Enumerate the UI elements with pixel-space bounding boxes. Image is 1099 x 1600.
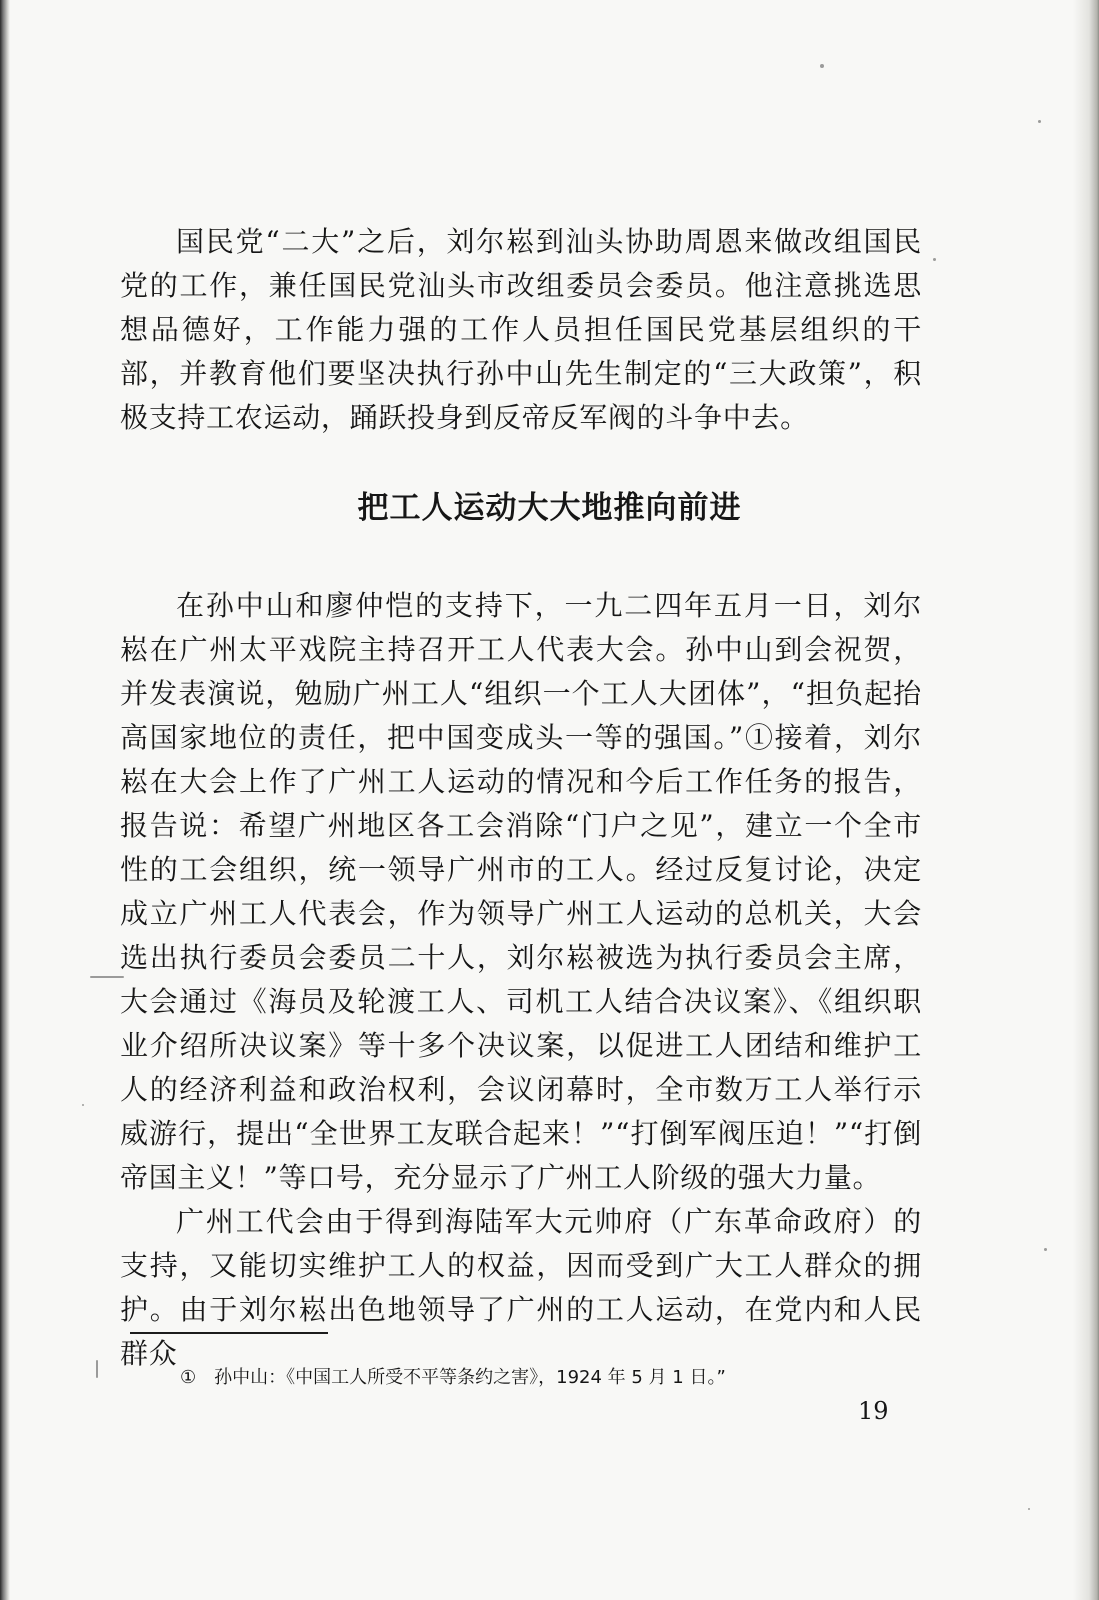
intro-text-block bbox=[120, 220, 922, 440]
scan-speck bbox=[90, 976, 124, 978]
scan-speck bbox=[820, 64, 824, 68]
section-heading: 把工人运动大大地推向前进 bbox=[357, 490, 742, 526]
footnote: ① 孙中山：《中国工人所受不平等条约之害》，1924 年 5 月 1 日。” bbox=[180, 1367, 726, 1388]
scan-speck bbox=[1044, 1248, 1047, 1251]
page-left-shadow bbox=[0, 0, 10, 1600]
paragraph-3: 广州工代会由于得到海陆军大元帅府（广东革命政府）的支持，又能切实维护工人的权益，因而受到广大工人群众的拥护。由于刘尔崧出色地领导了广州的工人运动，在党内和人民群众 bbox=[120, 1205, 922, 1370]
footnote-rule bbox=[130, 1332, 328, 1334]
paragraph-1: 国民党“二大”之后，刘尔崧到汕头协助周恩来做改组国民党的工作，兼任国民党汕头市改组委员会委员。他注意挑选思想品德好，工作能力强的工作人员担任国民党基层组织的干部，并教育他们要坚决执行孙中山先生制定的“三大政策”，积极支持工农运动，踊跃投身到反帝反军阀的斗争中去。 bbox=[120, 225, 922, 434]
scan-speck bbox=[1038, 120, 1041, 123]
page-right-shadow bbox=[1073, 0, 1099, 1600]
scan-speck bbox=[82, 1104, 84, 1106]
paragraph-2: 在孙中山和廖仲恺的支持下，一九二四年五月一日，刘尔崧在广州太平戏院主持召开工人代表大会。孙中山到会祝贺，并发表演说，勉励广州工人“组织一个工人大团体”，“担负起抬高国家地位的责任，把中国变成头一等的强国。”①接着，刘尔崧在大会上作了广州工人运动的情况和今后工作任务的报告，报告说：希望广州地区各工会消除“门户之见”，建立一个全市性的工会组织，统一领导广州市的工人。经过反复讨论，决定成立广州工人代表会，作为领导广州工人运动的总机关，大会选出执行委员会委员二十人，刘尔崧被选为执行委员会主席，大会通过《海员及轮渡工人、司机工人结合决议案》、《组织职业介绍所决议案》等十多个决议案，以促进工人团结和维护工人的经济利益和政治权利，会议闭幕时，全市数万工人举行示威游行，提出“全世界工友联合起来！”“打倒军阀压迫！”“打倒帝国主义！”等口号，充分显示了广州工人阶级的强大力量。 bbox=[120, 589, 922, 1194]
scan-speck bbox=[96, 1360, 98, 1378]
scan-speck bbox=[1028, 1508, 1030, 1510]
scan-speck bbox=[933, 258, 936, 261]
main-text-block bbox=[120, 584, 922, 1376]
page-number: 19 bbox=[858, 1397, 889, 1425]
